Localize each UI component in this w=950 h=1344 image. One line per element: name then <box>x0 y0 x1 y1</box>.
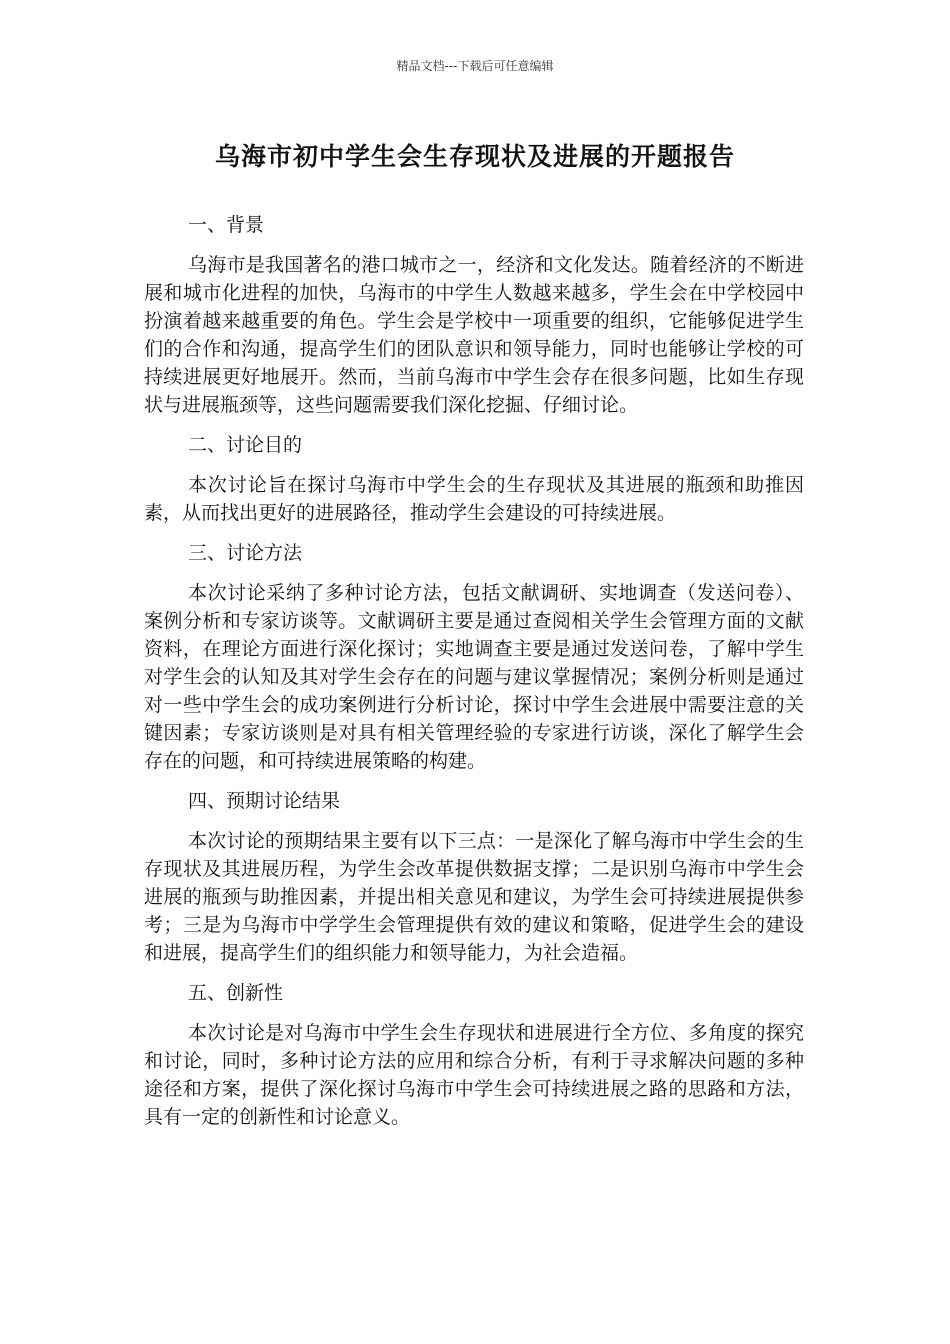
section-paragraph-innovation: 本次讨论是对乌海市中学生会生存现状和进展进行全方位、多角度的探究和讨论，同时，多种讨论方法的应用和综合分析，有利于寻求解决问题的多种途径和方案，提供了深化探讨乌海市中学生会可持续进展之路的思路和方法，具有一定的创新性和讨论意义。 <box>144 1022 804 1128</box>
section-heading-innovation: 五、创新性 <box>188 982 284 1004</box>
section-paragraph-methods: 本次讨论采纳了多种讨论方法，包括文献调研、实地调查（发送问卷）、案例分析和专家访谈等。文献调研主要是通过查阅相关学生会管理方面的文献资料，在理论方面进行深化探讨；实地调查主要是通过发送问卷，了解中学生对学生会的认知及其对学生会存在的问题与建议掌握情况；案例分析则是通过对一些中学生会的成功案例进行分析讨论，探讨中学生会进展中需要注意的关键因素；专家访谈则是对具有相关管理经验的专家进行访谈，深化了解学生会存在的问题，和可持续进展策略的构建。 <box>144 582 804 772</box>
section-paragraph-background: 乌海市是我国著名的港口城市之一，经济和文化发达。随着经济的不断进展和城市化进程的加快，乌海市的中学生人数越来越多，学生会在中学校园中扮演着越来越重要的角色。学生会是学校中一项重要的组织，它能够促进学生们的合作和沟通，提高学生们的团队意识和领导能力，同时也能够让学校的可持续进展更好地展开。然而，当前乌海市中学生会存在很多问题，比如生存现状与进展瓶颈等，这些问题需要我们深化挖掘、仔细讨论。 <box>144 254 804 416</box>
header-watermark: 精品文档---下载后可任意编辑 <box>396 59 554 73</box>
section-paragraph-expected-results: 本次讨论的预期结果主要有以下三点：一是深化了解乌海市中学生会的生存现状及其进展历程，为学生会改革提供数据支撑；二是识别乌海市中学生会进展的瓶颈与助推因素，并提出相关意见和建议，为学生会可持续进展提供参考；三是为乌海市中学学生会管理提供有效的建议和策略，促进学生会的建设和进展，提高学生们的组织能力和领导能力，为社会造福。 <box>144 830 804 964</box>
section-heading-background: 一、背景 <box>188 214 265 236</box>
section-paragraph-purpose: 本次讨论旨在探讨乌海市中学生会的生存现状及其进展的瓶颈和助推因素，从而找出更好的进展路径，推动学生会建设的可持续进展。 <box>144 474 804 524</box>
document-body <box>144 211 804 1143</box>
section-heading-expected-results: 四、预期讨论结果 <box>188 790 341 812</box>
section-heading-purpose: 二、讨论目的 <box>188 434 303 456</box>
section-heading-methods: 三、讨论方法 <box>188 542 303 564</box>
document-title: 乌海市初中学生会生存现状及进展的开题报告 <box>214 142 735 171</box>
